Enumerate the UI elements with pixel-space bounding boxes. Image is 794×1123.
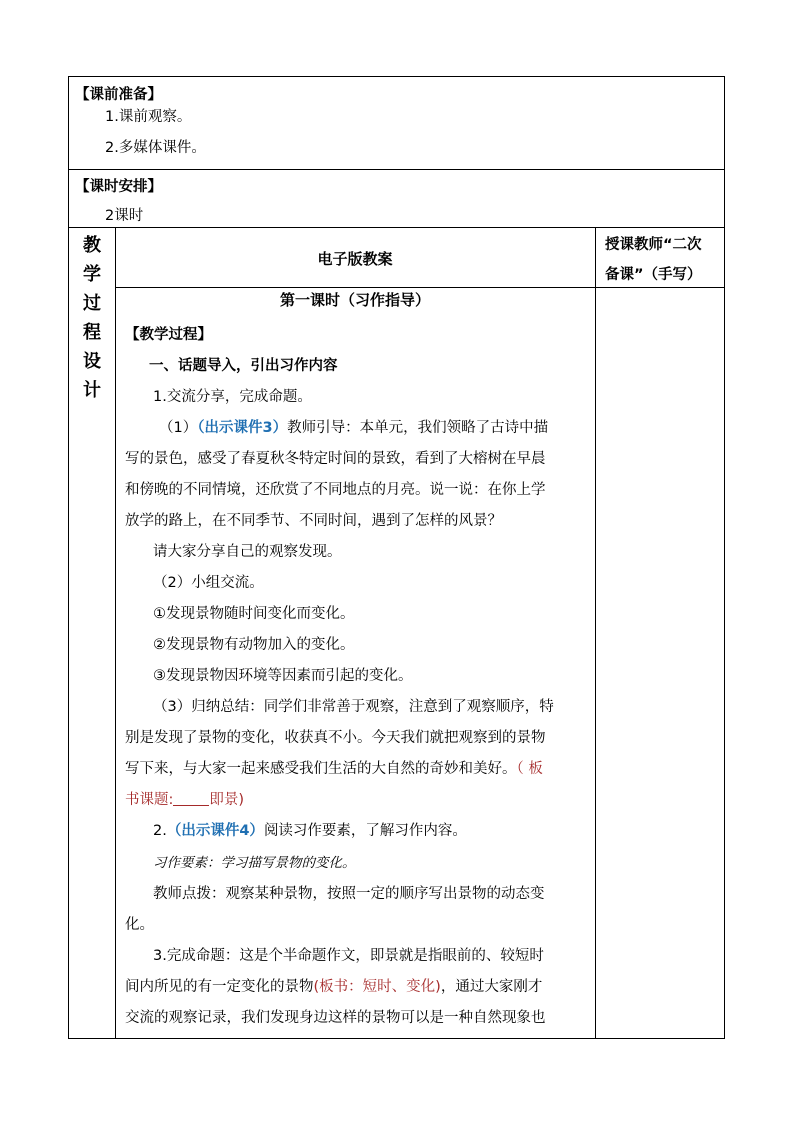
- step-1: 1.交流分享，完成命题。: [153, 389, 312, 405]
- finding-1: ①发现景物随时间变化而变化。: [153, 606, 355, 622]
- side-label-char: 教: [83, 235, 101, 256]
- paragraph-text: 写下来，与大家一起来感受我们生活的大自然的奇妙和美好。: [125, 761, 517, 777]
- lesson-title: 第一课时（习作指导）: [279, 291, 430, 309]
- paragraph-1-line-2: 写的景色，感受了春夏秋冬特定时间的景致，看到了大榕树在早晨: [125, 451, 546, 467]
- step-2: [153, 821, 467, 841]
- step-text: 阅读习作要素，了解习作内容。: [263, 823, 467, 839]
- paragraph-text: 间内所见的有一定变化的景物: [125, 979, 314, 995]
- board-note: (板书：短时、变化): [313, 979, 441, 995]
- process-heading: 【教学过程】: [125, 327, 212, 343]
- board-note: （ 板: [516, 761, 543, 777]
- paragraph-text: ，通过大家刚才: [440, 979, 543, 995]
- row-divider: [69, 169, 724, 170]
- right-header-line-1: 授课教师“二次: [605, 237, 702, 253]
- column-header: 电子版教案: [317, 250, 393, 268]
- section-heading-1: 一、话题导入，引出习作内容: [149, 358, 338, 374]
- side-label-char: 程: [83, 322, 101, 343]
- teacher-tip-line-2: 化。: [125, 917, 154, 933]
- courseware-tag: （出示课件3）: [197, 420, 288, 436]
- paragraph-1-line-1: [159, 418, 548, 438]
- board-note: 即景): [209, 792, 245, 808]
- step-3-line-3: 交流的观察记录，我们发现身边这样的景物可以是一种自然现象也: [125, 1010, 546, 1026]
- prep-item-1: 1.课前观察。: [105, 109, 192, 125]
- lesson-plan-table: [68, 76, 725, 1039]
- finding-2: ②发现景物有动物加入的变化。: [153, 637, 355, 653]
- step-3-line-1: 3.完成命题：这是个半命题作文，即景就是指眼前的、较短时: [153, 948, 544, 964]
- row-divider: [69, 227, 724, 228]
- paragraph-1-line-3: 和傍晚的不同情境，还欣赏了不同地点的月亮。说一说：在你上学: [125, 482, 546, 498]
- side-label-char: 学: [83, 264, 101, 285]
- step-3-line-2: [125, 977, 542, 997]
- right-header-line-2: 备课”（手写）: [605, 267, 702, 283]
- board-title-note: [125, 790, 244, 810]
- finding-3: ③发现景物因环境等因素而引起的变化。: [153, 668, 413, 684]
- row-divider: [115, 287, 724, 288]
- paragraph-2: （2）小组交流。: [153, 575, 264, 591]
- col-divider: [595, 227, 596, 1039]
- prep-heading: 【课前准备】: [75, 87, 162, 103]
- writing-element: 习作要素：学习描写景物的变化。: [153, 855, 356, 871]
- share-line: 请大家分享自己的观察发现。: [153, 544, 342, 560]
- side-label-char: 计: [83, 380, 101, 401]
- col-divider: [115, 227, 116, 1039]
- paragraph-3-line-1: （3）归纳总结：同学们非常善于观察，注意到了观察顺序，特: [153, 699, 554, 715]
- fill-blank: [173, 791, 209, 806]
- schedule-value: 2课时: [105, 208, 144, 224]
- paragraph-prefix: （1）: [159, 420, 198, 436]
- board-note: 书课题:: [125, 792, 174, 808]
- teacher-tip-line-1: 教师点拨：观察某种景物，按照一定的顺序写出景物的动态变: [153, 886, 545, 902]
- side-label-char: 设: [83, 351, 101, 372]
- courseware-tag: （出示课件4）: [166, 823, 264, 839]
- paragraph-3-line-2: 别是发现了景物的变化，收获真不小。今天我们就把观察到的景物: [125, 730, 546, 746]
- step-prefix: 2.: [153, 823, 167, 839]
- prep-item-2: 2.多媒体课件。: [105, 140, 206, 156]
- side-label-char: 过: [83, 293, 101, 314]
- paragraph-3-line-3: [125, 759, 543, 779]
- paragraph-text: 教师引导：本单元，我们领略了古诗中描: [287, 420, 549, 436]
- paragraph-1-line-4: 放学的路上，在不同季节、不同时间，遇到了怎样的风景？: [125, 513, 502, 529]
- schedule-heading: 【课时安排】: [75, 179, 162, 195]
